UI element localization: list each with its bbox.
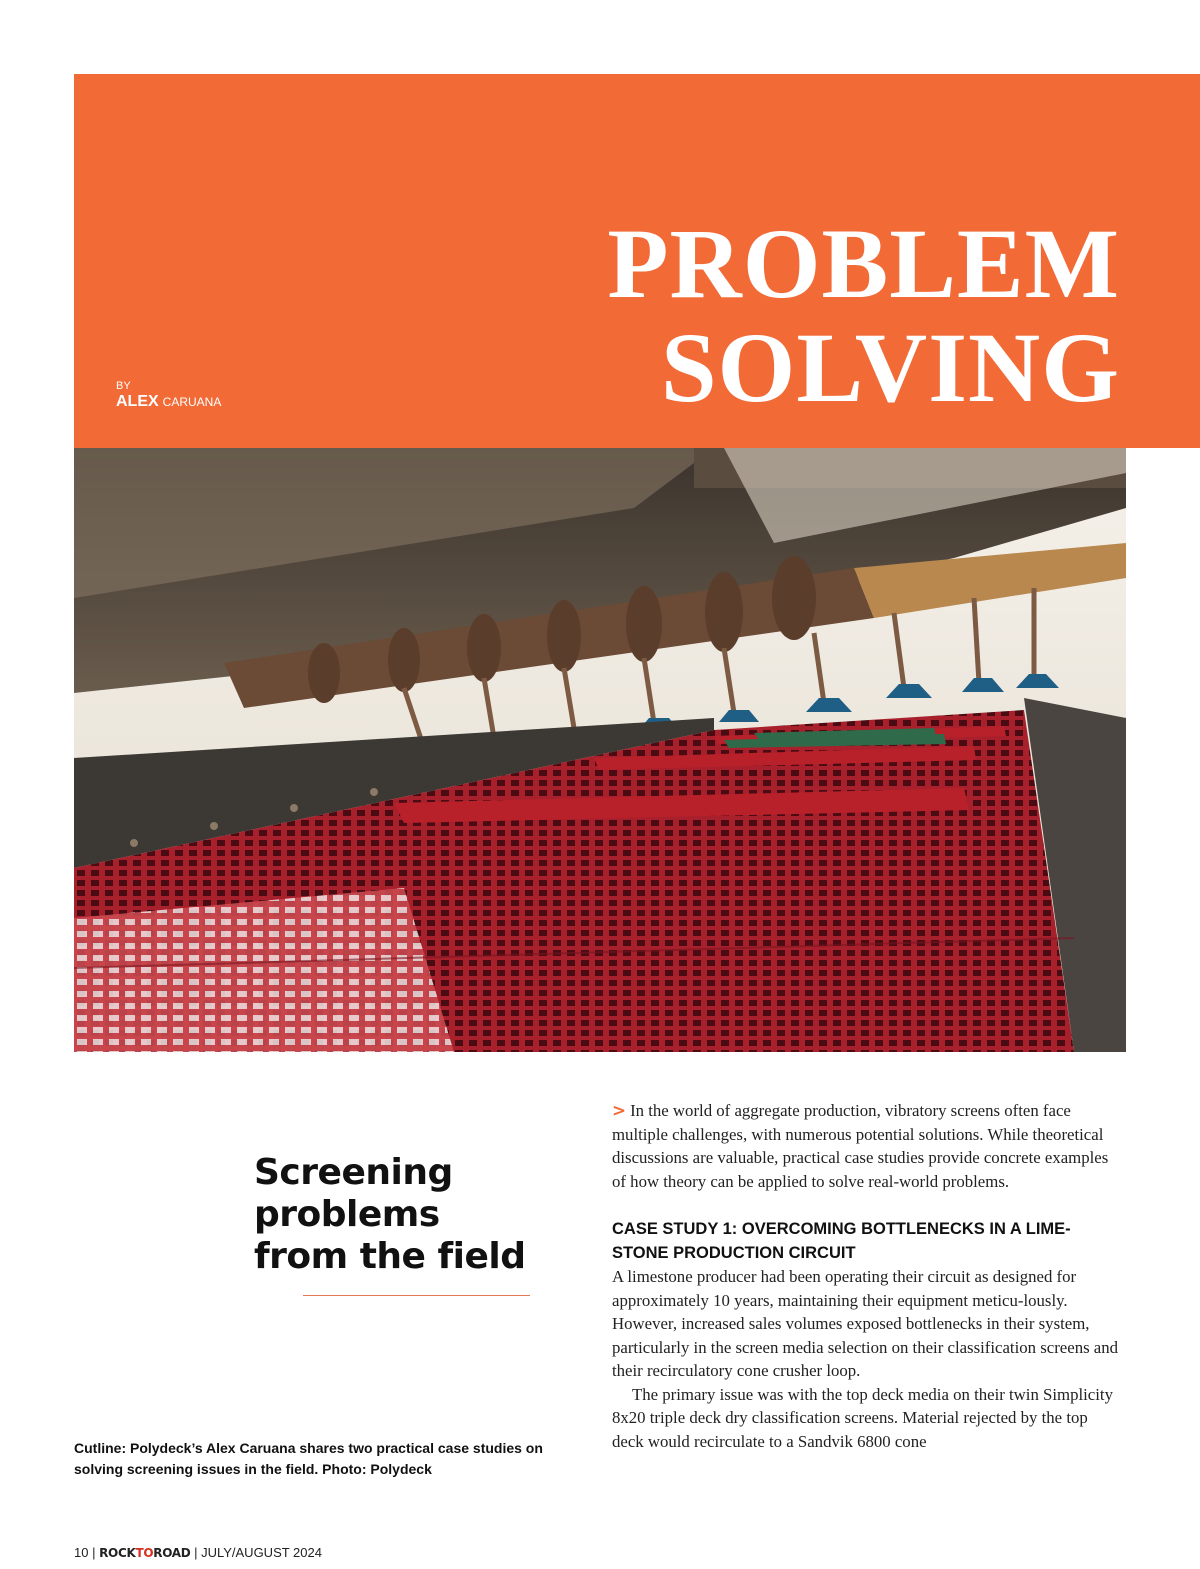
subhead-divider xyxy=(303,1295,530,1296)
byline-prefix: BY xyxy=(116,380,131,392)
body-paragraph-1: A limestone producer had been operating their circuit as designed for approximately 10 years, maintaining their equipment meticu-lously. However, increased sales volumes exposed bottlenecks in their system, particularly in the screen media selection on their classification screens and their recirculatory cone crusher loop. xyxy=(612,1267,1119,1380)
logo-rock: ROCK xyxy=(99,1546,136,1560)
article-body xyxy=(612,1099,1122,1453)
lead-arrow-icon: > xyxy=(612,1100,627,1120)
byline xyxy=(116,380,221,411)
magazine-logo xyxy=(99,1546,190,1560)
author-first-name: ALEX xyxy=(116,393,159,410)
title-line-2: SOLVING xyxy=(660,312,1120,423)
body-paragraph-2: The primary issue was with the top deck media on their twin Simplicity 8x20 triple deck dry classification screens. Material rejected by the top deck would recirculate to a Sandvik 6800 cone xyxy=(612,1384,1113,1451)
logo-road: ROAD xyxy=(153,1546,191,1560)
article-title xyxy=(607,208,1120,423)
issue-date: JULY/AUGUST 2024 xyxy=(201,1545,322,1560)
intro-paragraph xyxy=(612,1099,1122,1193)
title-line-1: PROBLEM xyxy=(607,208,1120,319)
author-last-name: CARUANA xyxy=(162,395,222,409)
page-footer xyxy=(74,1545,322,1560)
footer-separator: | xyxy=(92,1545,96,1560)
case-study-heading: CASE STUDY 1: OVERCOMING BOTTLENECKS IN A LIME-STONE PRODUCTION CIRCUIT xyxy=(612,1220,1071,1262)
logo-to: TO xyxy=(135,1546,154,1560)
intro-text: In the world of aggregate production, vibratory screens often face multiple challenges, with numerous potential solutions. While theoretical discussions are valuable, practical case studies provide concrete examples of how theory can be applied to solve real-world problems. xyxy=(612,1101,1109,1191)
article-subhead: Screening problems from the field xyxy=(254,1152,526,1277)
page-number: 10 xyxy=(74,1545,89,1560)
title-banner xyxy=(74,74,1200,448)
footer-separator-2: | xyxy=(194,1545,198,1560)
hero-photo xyxy=(74,448,1126,1052)
photo-cutline: Cutline: Polydeck’s Alex Caruana shares two practical case studies on solving screening issues in the field. Photo: Polydeck xyxy=(74,1440,543,1477)
screen-deck-illustration xyxy=(74,448,1126,1052)
